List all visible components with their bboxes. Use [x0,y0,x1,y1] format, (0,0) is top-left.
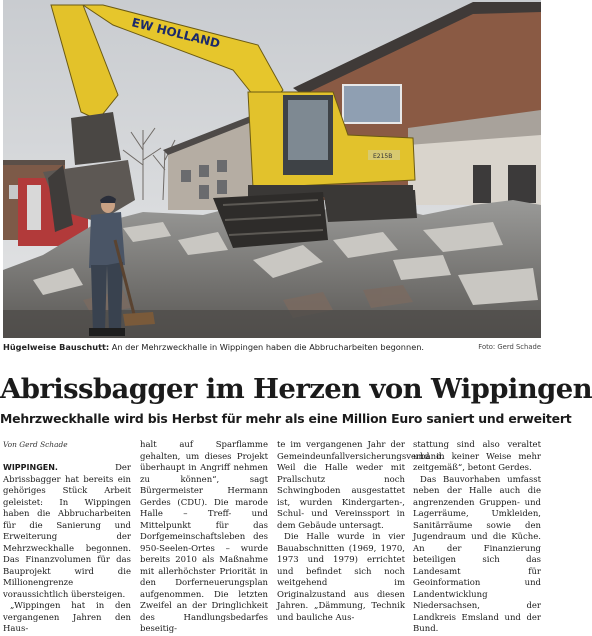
paragraph [3,462,131,601]
photo-caption [3,340,541,354]
article-column-4 [413,440,541,634]
excavator-demolition-photo [3,0,541,338]
article-column-2 [140,440,268,634]
article-column-3 [277,440,445,623]
dateline: WIPPINGEN. [3,463,58,472]
paragraph: halt auf Sparflamme gehalten, um dieses Projekt überhaupt in Angriff nehmen zu können“, sagt Bürgermeister Hermann Gerdes (CDU). Die marode Halle – Treff- und Mittelpunkt für das Dorfgemeinschaftsleben des 950-Seelen-Ortes – wurde bereits 2010 als Maßnahme mit allerhöchster Priorität in den Dorferneuerungsplan aufgenommen. Die letzten Zweifel an der Dringlichkeit des Handlungsbedarfes beseitig- [140,440,268,634]
model-label: E215B [373,153,393,160]
brand-label: EW HOLLAND [130,15,222,51]
article-headline: Abrissbagger im Herzen von Wippingen [0,373,592,405]
caption-lead: Hügelweise Bauschutt: [3,342,110,352]
news-photo [3,0,541,338]
paragraph-text: Der Abrissbagger hat bereits ein gehöriges Stück Arbeit geleistet: In Wippingen haben die Abbrucharbeiten für die Sanierung und Erweiterung der Mehrzweckhalle begonnen. Das Finanzvolumen für das Bauprojekt wird die Millionengrenze voraussichtlich übersteigen. [3,463,131,600]
paragraph: Das Bauvorhaben umfasst neben der Halle auch die angrenzenden Gruppen- und Lagerräume, Umkleiden, Sanitärräume sowie den Jugendraum und die Küche. An der Finanzierung beteiligen sich das Landesamt für Geoinformation und Landentwicklung Niedersachsen, der Landkreis Emsland und der Bund. [413,474,541,634]
photo-credit: Foto: Gerd Schade [478,343,541,351]
article-column-1 [3,462,131,634]
byline: Von Gerd Schade [3,440,68,449]
paragraph: te im vergangenen Jahr der Gemeindeunfallversicherungsverband. Weil die Halle weder mit Prallschutz noch Schwingboden ausgestattet ist, wurden Kindergarten-, Schul- und Vereinssport in dem Gebäude untersagt. [277,440,445,531]
paragraph: „Wippingen hat in den vergangenen Jahren den Haus- [3,601,131,634]
paragraph: stattung sind also veraltet und in keiner Weise mehr zeitgemäß“, betont Gerdes. [413,440,541,473]
paragraph: Die Halle wurde in vier Bauabschnitten (1969, 1970, 1973 und 1979) errichtet und befindet sich noch weitgehend im Originalzustand aus diesen Jahren. „Dämmung, Technik und bauliche Aus- [277,532,405,623]
article-subheadline: Mehrzweckhalle wird bis Herbst für mehr als eine Million Euro saniert und erweitert [0,411,572,426]
caption-text: An der Mehrzweckhalle in Wippingen haben die Abbrucharbeiten begonnen. [109,342,425,352]
